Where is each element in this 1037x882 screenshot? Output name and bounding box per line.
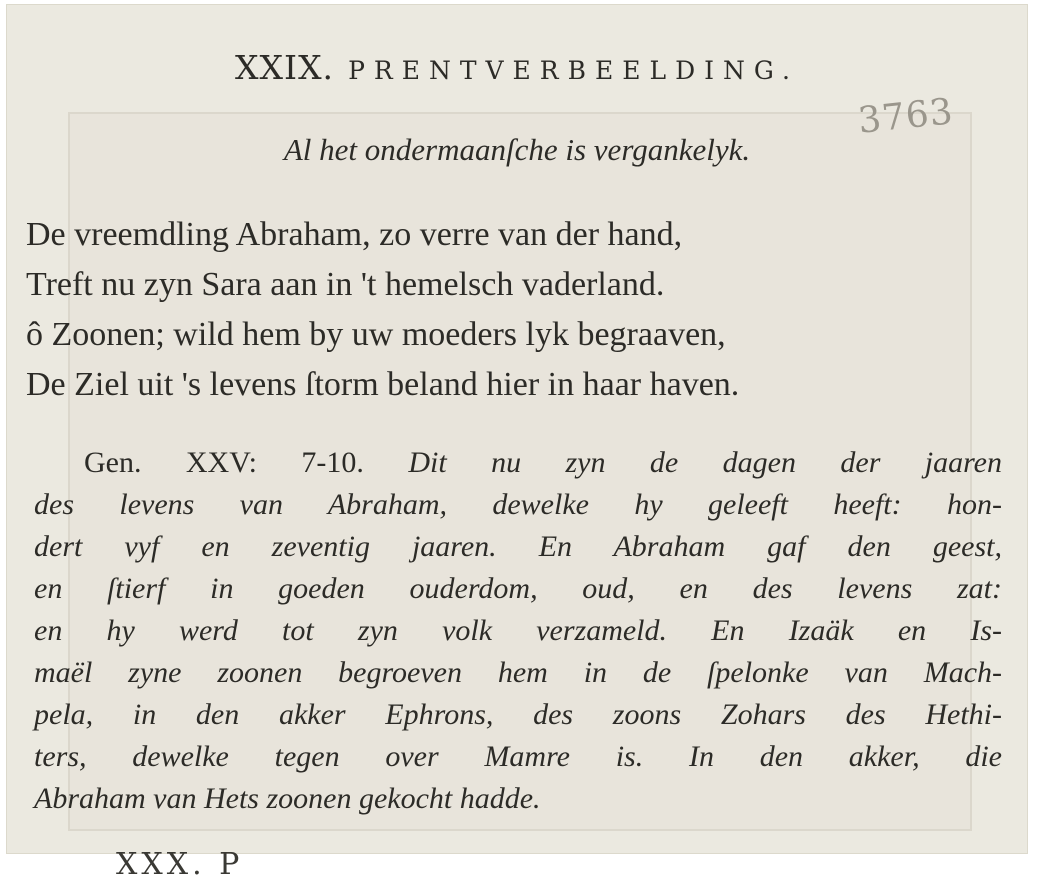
scripture-line: dert vyf en zeventig jaaren. En Abraham gaf den geest, [34, 530, 1002, 563]
poem-line: De vreemdling Abraham, zo verre van der hand, [26, 216, 683, 253]
heading-number: XXIX. [235, 48, 335, 87]
scripture-line: pela, in den akker Ephrons, des zoons Zohars des Hethi- [34, 698, 1002, 731]
paper-clipping [6, 4, 1028, 882]
heading-word: PRENTVERBEELDING. [348, 56, 799, 85]
poem-line: ô Zoonen; wild hem by uw moeders lyk begraaven, [26, 316, 726, 353]
poem-line: Treft nu zyn Sara aan in 't hemelsch vaderland. [26, 266, 665, 303]
scripture-first-line: Dit nu zyn de dagen der jaaren [408, 446, 1003, 479]
scripture-line: Abraham van Hets zoonen gekocht hadde. [34, 782, 541, 815]
scripture-line: en ſtierf in goeden ouderdom, oud, en des levens zat: [34, 572, 1002, 605]
next-heading-cutoff: XXX. P [116, 847, 244, 882]
scripture-passage [34, 442, 1002, 820]
scripture-line: ters, dewelke tegen over Mamre is. In den akker, die [34, 740, 1002, 773]
motto: Al het ondermaanſche is vergankelyk. [283, 132, 751, 167]
poem-line: De Ziel uit 's levens ſtorm beland hier in haar haven. [26, 366, 740, 403]
scripture-reference: Gen. XXV: 7-10. [84, 446, 364, 479]
handwritten-inventory-number: 3763 [856, 91, 956, 142]
scripture-line [34, 442, 1002, 484]
scripture-line: des levens van Abraham, dewelke hy geleeft heeft: hon- [34, 488, 1002, 521]
poem [26, 210, 739, 410]
scripture-line: en hy werd tot zyn volk verzameld. En Izaäk en Is- [34, 614, 1002, 647]
scripture-line: maël zyne zoonen begroeven hem in de ſpelonke van Mach- [34, 656, 1002, 689]
plate-heading [6, 48, 1028, 87]
